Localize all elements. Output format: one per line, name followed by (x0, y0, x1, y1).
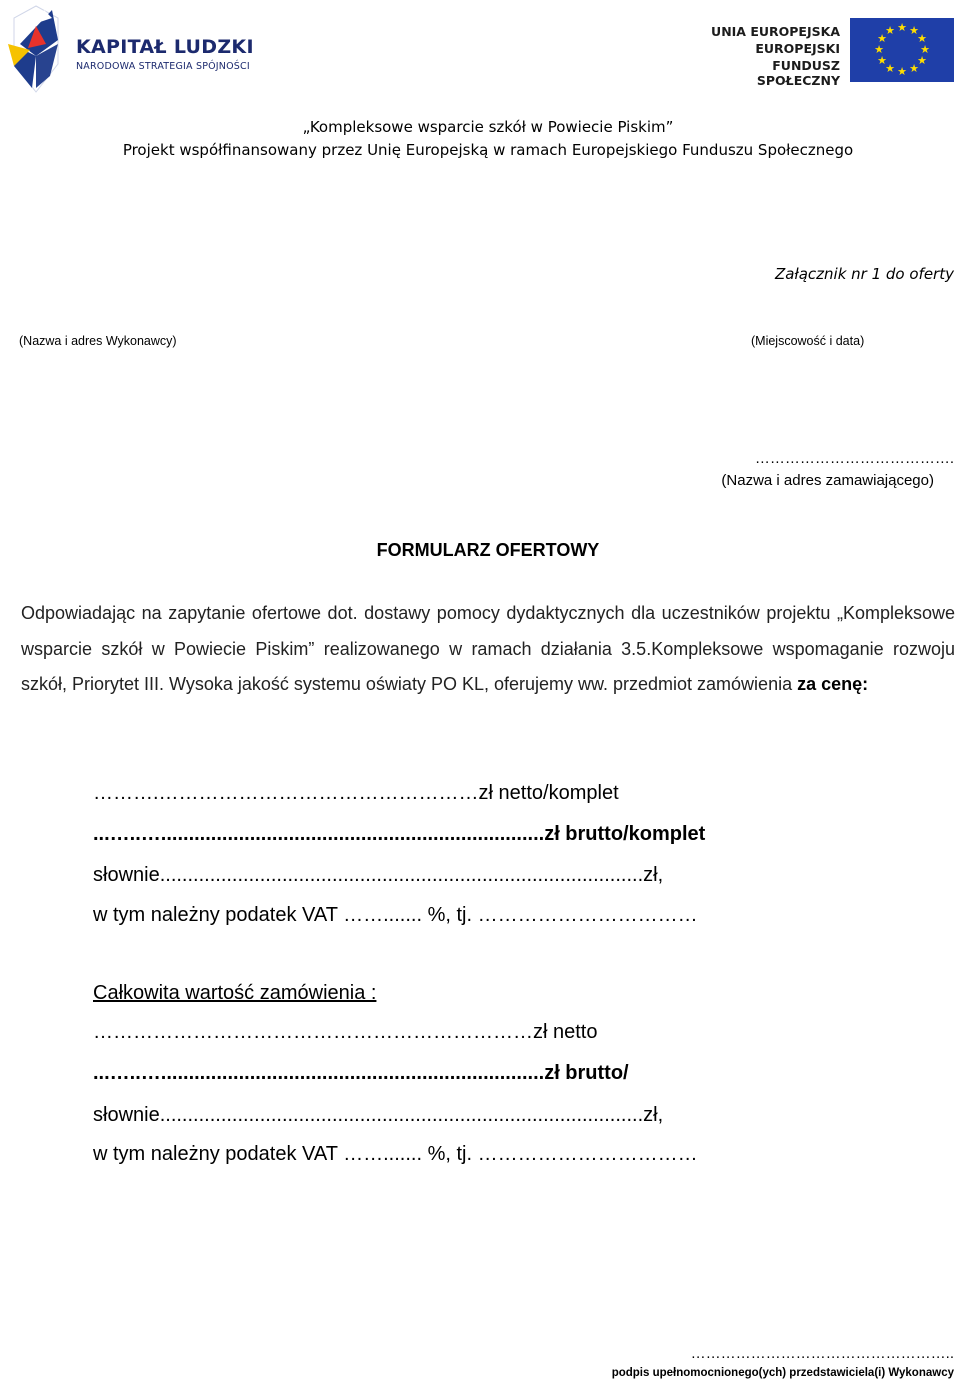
intro-paragraph (21, 596, 955, 703)
annex-label: Załącznik nr 1 do oferty (774, 265, 954, 283)
signature-label: podpis upełnomocnionego(ych) przedstawiciela(i) Wykonawcy (611, 1367, 954, 1379)
kapital-ludzki-star-icon (6, 4, 66, 94)
project-title: „Kompleksowe wsparcie szkół w Powiecie Piskim” (302, 118, 674, 136)
svg-text:★: ★ (885, 62, 895, 75)
kapital-ludzki-subtitle: NARODOWA STRATEGIA SPÓJNOŚCI (76, 61, 250, 72)
kapital-ludzki-logo (6, 4, 268, 94)
total-label: Całkowita wartość zamówienia : (93, 982, 377, 1004)
svg-text:★: ★ (877, 32, 887, 45)
svg-text:★: ★ (897, 21, 907, 34)
signature-dots: …………………………………………….. (690, 1345, 954, 1362)
total-words-line: słownie.......................................................................................zł, (93, 1104, 664, 1126)
orderer-dots: …………………………………. (754, 450, 954, 467)
price-brutto-line: ...…..….....................................................................zł brutto/komplet (93, 823, 706, 845)
svg-text:★: ★ (877, 54, 887, 67)
price-words-line: słownie.......................................................................................zł, (93, 864, 664, 886)
svg-text:★: ★ (874, 43, 884, 56)
price-vat-line: w tym należny podatek VAT ……....... %, tj. …………………………… (93, 904, 698, 926)
project-cofinancing: Projekt współfinansowany przez Unię Europejską w ramach Europejskiego Funduszu Społecznego (122, 141, 854, 159)
svg-text:★: ★ (885, 24, 895, 37)
svg-text:★: ★ (909, 62, 919, 75)
eu-logo (692, 16, 954, 88)
svg-text:★: ★ (920, 43, 930, 56)
svg-text:★: ★ (917, 54, 927, 67)
eu-logo-line2: EUROPEJSKI (755, 41, 840, 56)
total-vat-line: w tym należny podatek VAT ……....... %, tj. …………………………… (93, 1143, 698, 1165)
total-netto-line: …………………………………………………………zł netto (93, 1021, 598, 1043)
kapital-ludzki-title: KAPITAŁ LUDZKI (76, 36, 254, 58)
intro-bold: za cenę: (797, 674, 869, 694)
svg-text:★: ★ (897, 65, 907, 78)
eu-logo-line1: UNIA EUROPEJSKA (711, 24, 840, 39)
price-netto-line: ……….…………………………………………zł netto/komplet (93, 782, 619, 804)
eu-flag-icon (850, 18, 954, 82)
eu-logo-line3: FUNDUSZ SPOŁECZNY (756, 58, 840, 88)
svg-text:★: ★ (909, 24, 919, 37)
place-date-label: (Miejscowość i data) (751, 334, 865, 348)
form-title: FORMULARZ OFERTOWY (376, 540, 600, 560)
svg-text:★: ★ (917, 32, 927, 45)
total-brutto-line: ...…..….....................................................................zł brutto/ (93, 1062, 629, 1084)
orderer-label: (Nazwa i adres zamawiającego) (721, 472, 934, 489)
intro-text: Odpowiadając na zapytanie ofertowe dot. dostawy pomocy dydaktycznych dla uczestników projektu „Kompleksowe wsparcie szkół w Powiecie Piskim” realizowanego w ramach działania 3.5.Kompleksowe wspomaganie rozwoju szkół, Priorytet III. Wysoka jakość systemu oświaty PO KL, oferujemy ww. przedmiot zamówienia (21, 603, 955, 694)
contractor-label: (Nazwa i adres Wykonawcy) (19, 334, 177, 348)
